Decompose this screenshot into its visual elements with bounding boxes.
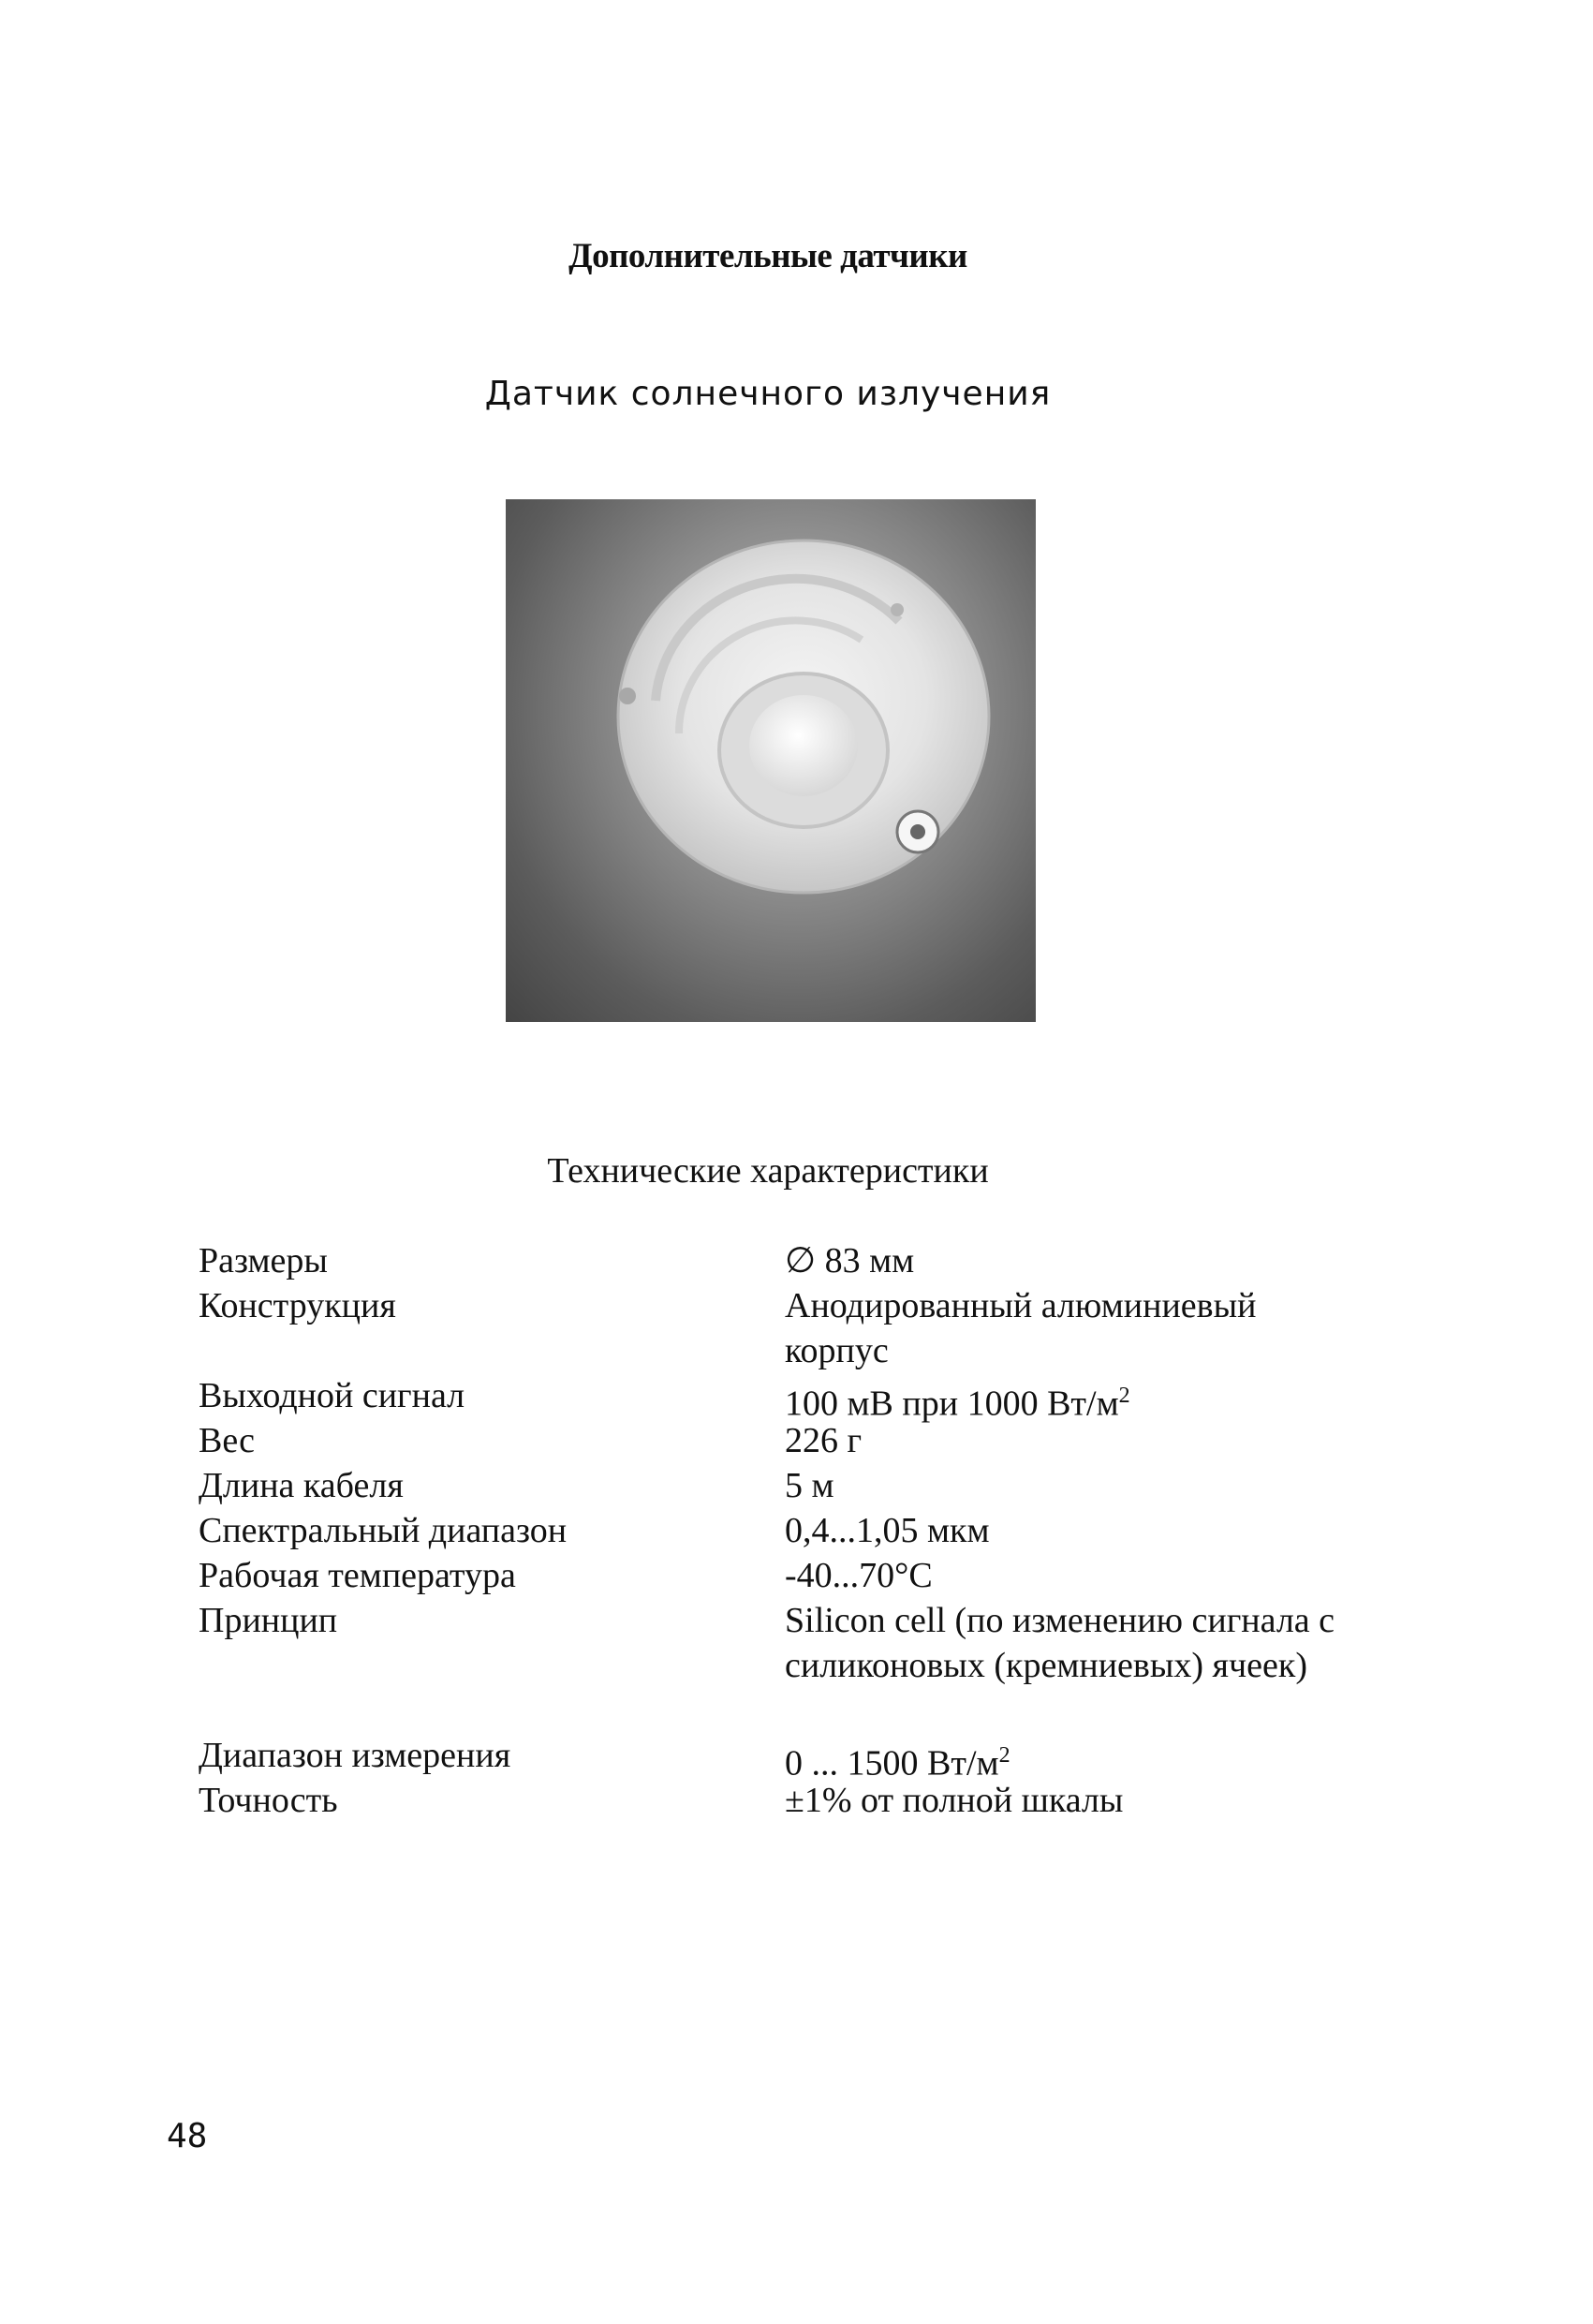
spec-label: Принцип	[199, 1601, 338, 1640]
section-title: Дополнительные датчики	[568, 237, 967, 275]
spec-value: ±1% от полной шкалы	[785, 1781, 1124, 1820]
spec-label: Точность	[199, 1781, 338, 1820]
spec-label: Диапазон измерения	[199, 1736, 511, 1775]
sensor-title: Датчик солнечного излучения	[484, 375, 1052, 413]
specs-heading: Технические характеристики	[547, 1151, 989, 1191]
spec-value: 226 г	[785, 1421, 863, 1460]
spec-value: 0,4...1,05 мкм	[785, 1511, 990, 1550]
spec-value-text: 0 ... 1500 Вт/м	[785, 1743, 999, 1784]
page-number: 48	[167, 2117, 208, 2155]
spec-value: -40...70°C	[785, 1556, 933, 1595]
superscript: 2	[1118, 1384, 1130, 1408]
spec-label: Рабочая температура	[199, 1556, 516, 1595]
spec-value: ∅ 83 мм	[785, 1241, 915, 1280]
spec-value: Silicon cell (по изменению сигнала с силиконовых (кремниевых) ячеек)	[785, 1601, 1335, 1685]
spec-label: Длина кабеля	[199, 1466, 404, 1505]
spec-label: Вес	[199, 1421, 256, 1460]
spec-value-text: 100 мВ при 1000 Вт/м	[785, 1384, 1119, 1424]
spec-label: Выходной сигнал	[199, 1376, 465, 1415]
spec-label: Спектральный диапазон	[199, 1511, 568, 1550]
spec-value: Анодированный алюминиевый корпус	[785, 1286, 1257, 1370]
spec-label: Размеры	[199, 1241, 328, 1280]
sensor-image	[506, 499, 1036, 1022]
sensor-photo	[506, 499, 1036, 1022]
spec-label: Конструкция	[199, 1286, 396, 1325]
spec-value: 5 м	[785, 1466, 834, 1505]
superscript: 2	[998, 1743, 1010, 1768]
